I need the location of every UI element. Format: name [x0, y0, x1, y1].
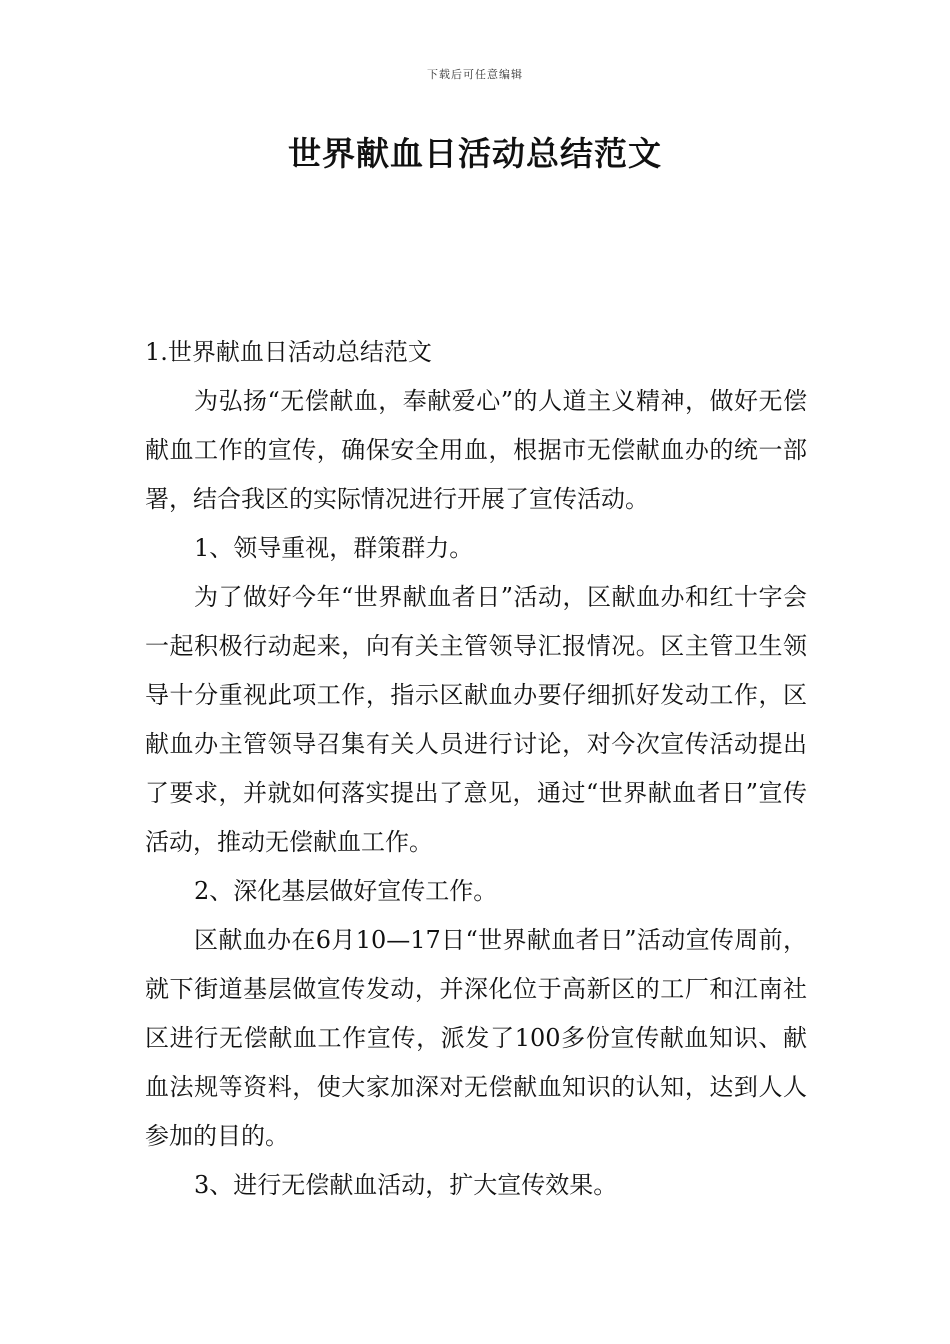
- subheading: 2、深化基层做好宣传工作。: [194, 877, 498, 905]
- subheading: 3、进行无偿献血活动，扩大宣传效果。: [194, 1171, 618, 1199]
- document-body: [145, 328, 807, 1210]
- section-heading: 1.世界献血日活动总结范文: [145, 338, 432, 366]
- subheading: 1、领导重视，群策群力。: [194, 534, 474, 562]
- header-note: 下载后可任意编辑: [427, 68, 523, 81]
- document-title: 世界献血日活动总结范文: [288, 134, 662, 173]
- paragraph: 区献血办在6月10—17日“世界献血者日”活动宣传周前，就下街道基层做宣传发动，并深化位于高新区的工厂和江南社区进行无偿献血工作宣传，派发了100多份宣传献血知识、献血法规等资料，使大家加深对无偿献血知识的认知，达到人人参加的目的。: [145, 926, 807, 1150]
- paragraph: 为弘扬“无偿献血，奉献爱心”的人道主义精神，做好无偿献血工作的宣传，确保安全用血，根据市无偿献血办的统一部署，结合我区的实际情况进行开展了宣传活动。: [145, 387, 807, 513]
- paragraph: 为了做好今年“世界献血者日”活动，区献血办和红十字会一起积极行动起来，向有关主管领导汇报情况。区主管卫生领导十分重视此项工作，指示区献血办要仔细抓好发动工作，区献血办主管领导召集有关人员进行讨论，对今次宣传活动提出了要求，并就如何落实提出了意见，通过“世界献血者日”宣传活动，推动无偿献血工作。: [145, 583, 807, 856]
